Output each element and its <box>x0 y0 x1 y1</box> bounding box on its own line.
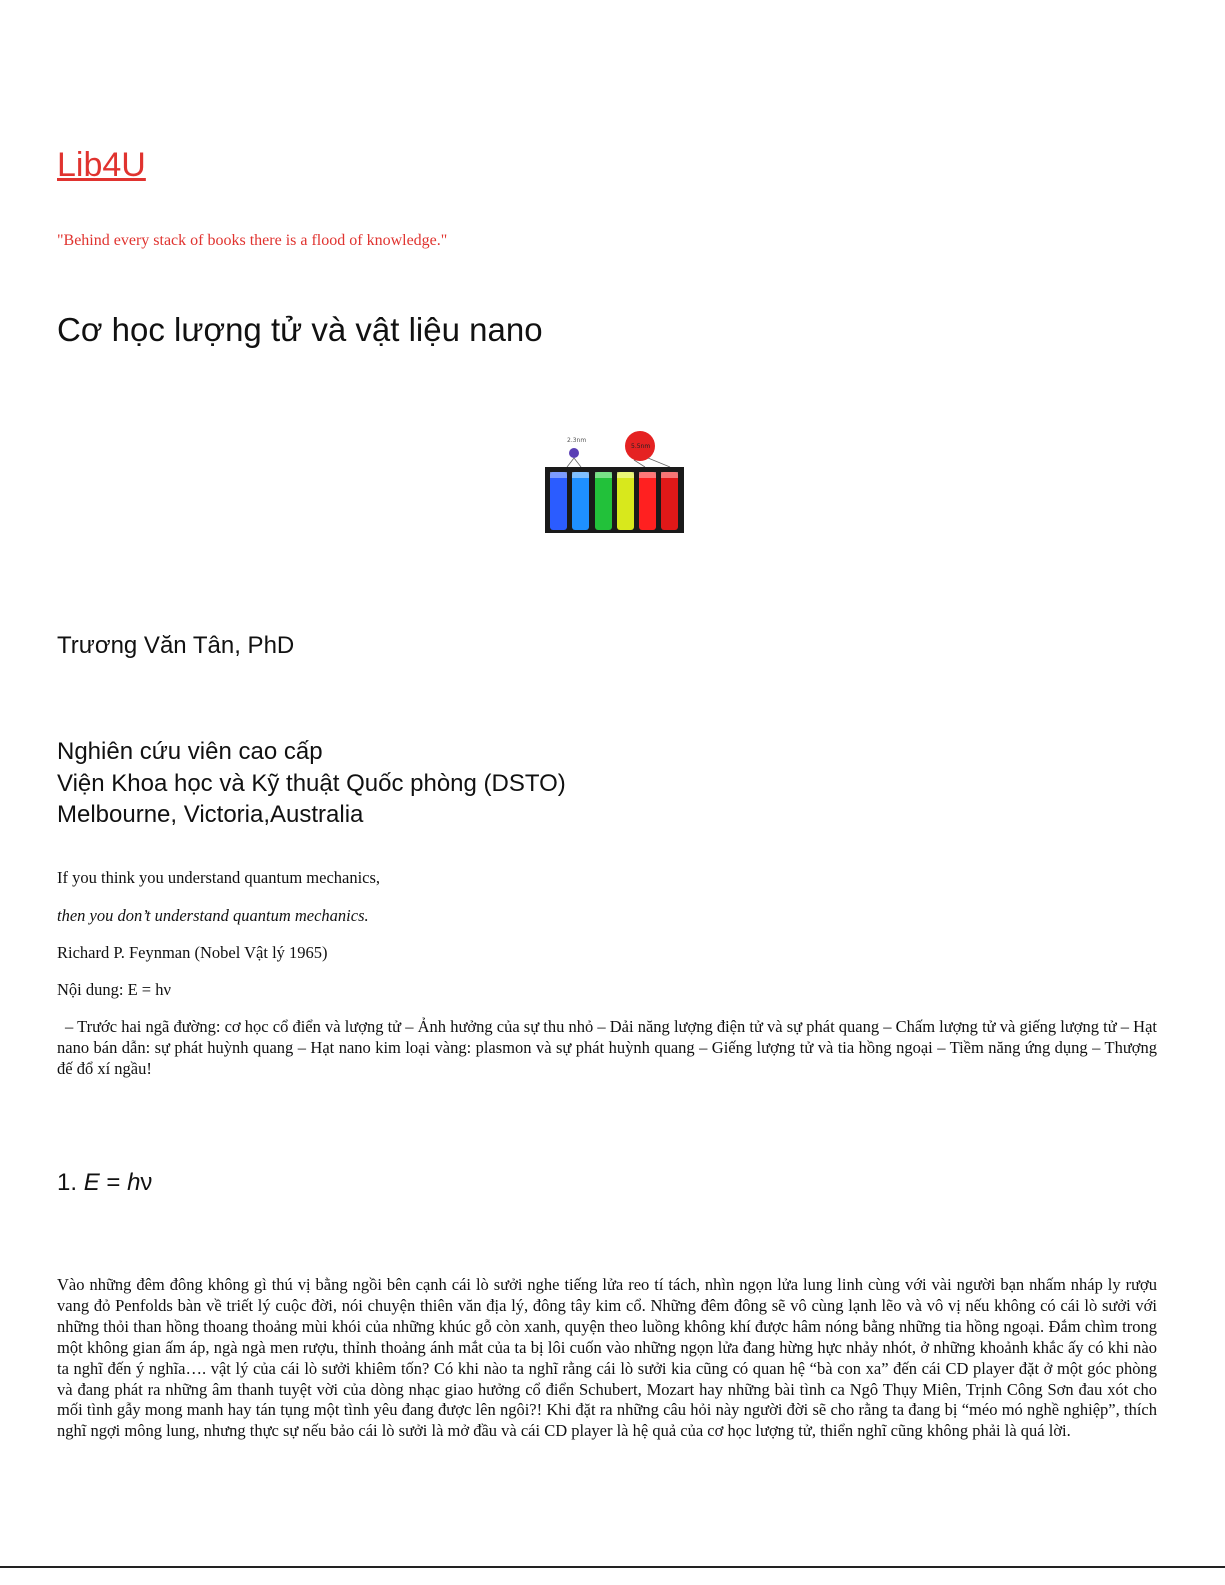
vial-yellow <box>617 472 634 530</box>
section-symbol-nu: ν <box>140 1169 153 1196</box>
article-title: Cơ học lượng tử và vật liệu nano <box>57 311 543 348</box>
affiliation-institute: Viện Khoa học và Kỹ thuật Quốc phòng (DSTO) <box>57 769 566 797</box>
contents-label: Nội dung: E = hν <box>57 980 171 999</box>
epigraph-source: Richard P. Feynman (Nobel Vật lý 1965) <box>57 943 328 962</box>
author-name: Trương Văn Tân, PhD <box>57 632 295 659</box>
site-title-link[interactable]: Lib4U <box>57 146 146 184</box>
body-paragraph: Vào những đêm đông không gì thú vị bằng ngồi bên cạnh cái lò sưởi nghe tiếng lửa reo tí tách, nhìn ngọn lửa lung linh cùng với vài người bạn nhấm nháp ly rượu vang đỏ Penfolds bàn về triết lý cuộc đời, nói chuyện thiên văn địa lý, đông tây kim cổ. Những đêm đông sẽ vô cùng lạnh lẽo và vô vị nếu không có cái lò sưởi với những thỏi than hồng thoang thoảng mùi khói của những khúc gỗ còn xanh, quyện theo luồng không khí được hâm nóng bằng những tia hồng ngoại. Đắm chìm trong một không gian ấm áp, ngà ngà men rượu, thỉnh thoảng ánh mắt của ta bị lôi cuốn vào những ngọn lửa đang hừng hực nhảy nhót, ở những khoảnh khắc ấy có khi nào ta nghĩ đến ý nghĩa…. vật lý của cái lò sưởi khiêm tốn? Có khi nào ta nghĩ rằng cái lò sưởi kia cũng có quan hệ “bà con xa” đến cái CD player đặt ở một góc phòng và đang phát ra những âm thanh tuyệt vời của dòng nhạc giao hưởng cổ điển Schubert, Mozart hay những bài tình ca Ngô Thụy Miên, Trịnh Công Sơn đau xót cho mối tình gẫy mong manh hay tán tụng một tình yêu đang được lên ngôi?! Khi đặt ra những câu hỏi này người đời sẽ cho rằng ta đang bị “méo mó nghề nghiệp”, thích nghĩ ngợi mông lung, nhưng thực sự nếu bảo cái lò sưởi là mở đầu và cái CD player là hệ quả của cơ học lượng tử, thiển nghĩ cũng không phải là quá lời. <box>57 1275 1157 1441</box>
large-particle-label: 5.5nm <box>631 443 651 450</box>
small-particle-label: 2.3nm <box>567 437 587 444</box>
vial-dark-red <box>661 472 678 530</box>
vial-red <box>639 472 656 530</box>
author-affiliation <box>57 736 566 831</box>
section-symbol-h: h <box>127 1169 141 1196</box>
vial-green <box>595 472 612 530</box>
section-equals: = <box>99 1169 128 1196</box>
section-number: 1. <box>57 1169 78 1196</box>
section-symbol-e: E <box>83 1169 100 1196</box>
page-bottom-rule <box>0 1566 1225 1568</box>
affiliation-position: Nghiên cứu viên cao cấp <box>57 738 323 765</box>
vial-light-blue <box>572 472 589 530</box>
quantum-dot-vials-figure <box>545 427 684 535</box>
affiliation-location: Melbourne, Victoria,Australia <box>57 801 364 828</box>
vial-blue <box>550 472 567 530</box>
epigraph-line-1: If you think you understand quantum mechanics, <box>57 868 381 887</box>
epigraph-line-2: then you don’t understand quantum mechanics. <box>57 906 369 925</box>
contents-list: – Trước hai ngã đường: cơ học cổ điển và lượng tử – Ảnh hưởng của sự thu nhỏ – Dải năng lượng điện tử và sự phát quang – Chấm lượng tử và giếng lượng tử – Hạt nano bán dẫn: sự phát huỳnh quang – Hạt nano kim loại vàng: plasmon và sự phát huỳnh quang – Giếng lượng tử và tia hồng ngoại – Tiềm năng ứng dụng – Thượng đế đổ xí ngầu! <box>57 1017 1157 1078</box>
vials-illustration <box>545 427 684 535</box>
site-tagline: "Behind every stack of books there is a flood of knowledge." <box>57 232 448 249</box>
section-heading <box>57 1169 152 1197</box>
small-particle-icon <box>569 448 579 458</box>
